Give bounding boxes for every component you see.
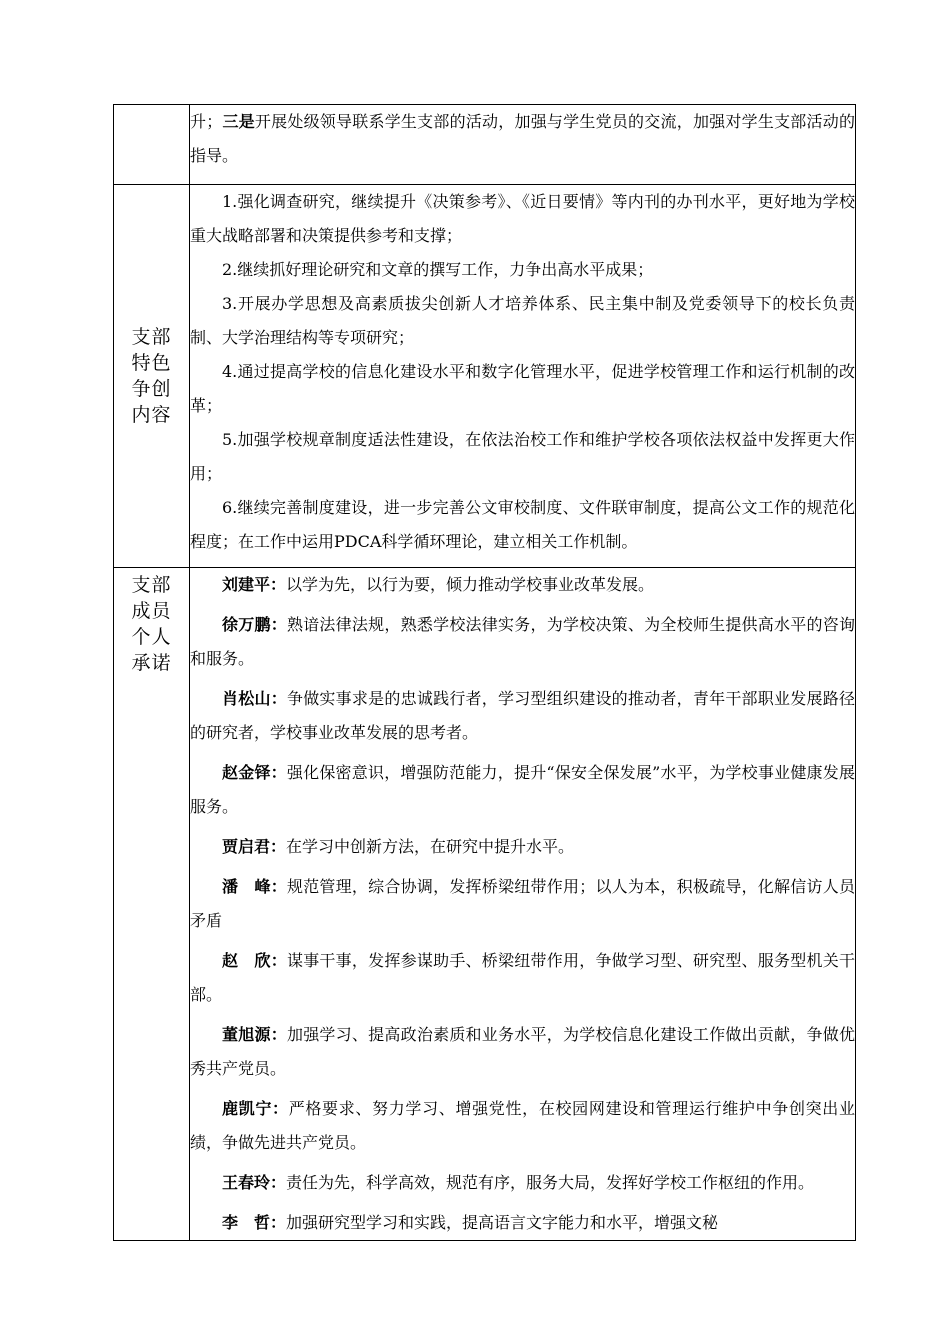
feature-item: 4.通过提高学校的信息化建设水平和数字化管理水平，促进学校管理工作和运行机制的改革； <box>190 362 855 415</box>
member-commitment <box>190 944 855 1012</box>
member-commitment <box>190 568 855 602</box>
member-commitment <box>190 870 855 938</box>
table-row-commitments <box>114 568 856 1241</box>
member-name: 李 哲： <box>222 1213 287 1232</box>
member-text: 以学为先，以行为要，倾力推动学校事业改革发展。 <box>286 575 655 594</box>
feature-item: 3.开展办学思想及高素质拔尖创新人才培养体系、民主集中制及党委领导下的校长负责制、大学治理结构等专项研究； <box>190 294 855 347</box>
commitment-table <box>113 104 856 1241</box>
member-text: 熟谙法律法规，熟悉学校法律实务，为学校决策、为全校师生提供高水平的咨询和服务。 <box>190 615 855 668</box>
commitments-cell <box>190 568 856 1241</box>
row-label-empty <box>114 105 190 185</box>
member-commitment <box>190 756 855 824</box>
member-text: 谋事干事，发挥参谋助手、桥梁纽带作用，争做学习型、研究型、服务型机关干部。 <box>190 951 855 1004</box>
continuation-text-after: 开展处级领导联系学生支部的活动，加强与学生党员的交流，加强对学生支部活动的指导。 <box>190 112 855 165</box>
member-name: 贾启君： <box>222 837 287 856</box>
member-text: 强化保密意识，增强防范能力，提升“保安全保发展”水平，为学校事业健康发展服务。 <box>190 763 855 816</box>
table-row-features <box>114 185 856 568</box>
continuation-text-before: 升； <box>190 112 223 131</box>
member-name: 赵金铎： <box>222 763 287 782</box>
row-label-features <box>114 185 190 568</box>
member-commitment <box>190 1018 855 1086</box>
features-cell <box>190 185 856 568</box>
member-commitment <box>190 608 855 676</box>
commitments-label: 支部成员个人承诺 <box>131 574 172 674</box>
member-name: 董旭源： <box>222 1025 287 1044</box>
member-text: 责任为先，科学高效，规范有序，服务大局，发挥好学校工作枢纽的作用。 <box>286 1173 815 1192</box>
member-name: 肖松山： <box>222 689 287 708</box>
member-commitment <box>190 1206 855 1240</box>
member-commitment <box>190 1092 855 1160</box>
feature-item: 6.继续完善制度建设，进一步完善公文审校制度、文件联审制度，提高公文工作的规范化程度；在工作中运用PDCA科学循环理论，建立相关工作机制。 <box>190 498 855 551</box>
features-label: 支部特色争创内容 <box>131 326 172 426</box>
feature-item: 5.加强学校规章制度适法性建设，在依法治校工作和维护学校各项依法权益中发挥更大作用； <box>190 430 855 483</box>
member-commitment <box>190 830 855 864</box>
row-label-commitments <box>114 568 190 1241</box>
member-text: 争做实事求是的忠诚践行者，学习型组织建设的推动者，青年干部职业发展路径的研究者，学校事业改革发展的思考者。 <box>190 689 855 742</box>
continuation-bold: 三是 <box>222 112 255 131</box>
member-commitment <box>190 1166 855 1200</box>
member-text: 在学习中创新方法，在研究中提升水平。 <box>286 837 575 856</box>
member-text: 加强研究型学习和实践，提高语言文字能力和水平，增强文秘 <box>286 1213 719 1232</box>
member-commitment <box>190 682 855 750</box>
member-text: 严格要求、努力学习、增强党性，在校园网建设和管理运行维护中争创突出业绩，争做先进共产党员。 <box>190 1099 855 1152</box>
member-text: 加强学习、提高政治素质和业务水平，为学校信息化建设工作做出贡献，争做优秀共产党员。 <box>190 1025 855 1078</box>
member-name: 刘建平： <box>222 575 287 594</box>
table-row-continuation <box>114 105 856 185</box>
member-name: 徐万鹏： <box>222 615 287 634</box>
feature-item: 2.继续抓好理论研究和文章的撰写工作，力争出高水平成果； <box>222 260 654 279</box>
member-text: 规范管理，综合协调，发挥桥梁纽带作用；以人为本，积极疏导，化解信访人员矛盾 <box>190 877 855 930</box>
continuation-paragraph <box>190 105 855 173</box>
member-name: 潘 峰： <box>222 877 287 896</box>
feature-item: 1.强化调查研究，继续提升《决策参考》、《近日要情》等内刊的办刊水平，更好地为学校重大战略部署和决策提供参考和支撑； <box>190 192 855 245</box>
member-name: 鹿凯宁： <box>222 1099 289 1118</box>
member-name: 赵 欣： <box>222 951 287 970</box>
member-name: 王春玲： <box>222 1173 287 1192</box>
continuation-cell <box>190 105 856 185</box>
